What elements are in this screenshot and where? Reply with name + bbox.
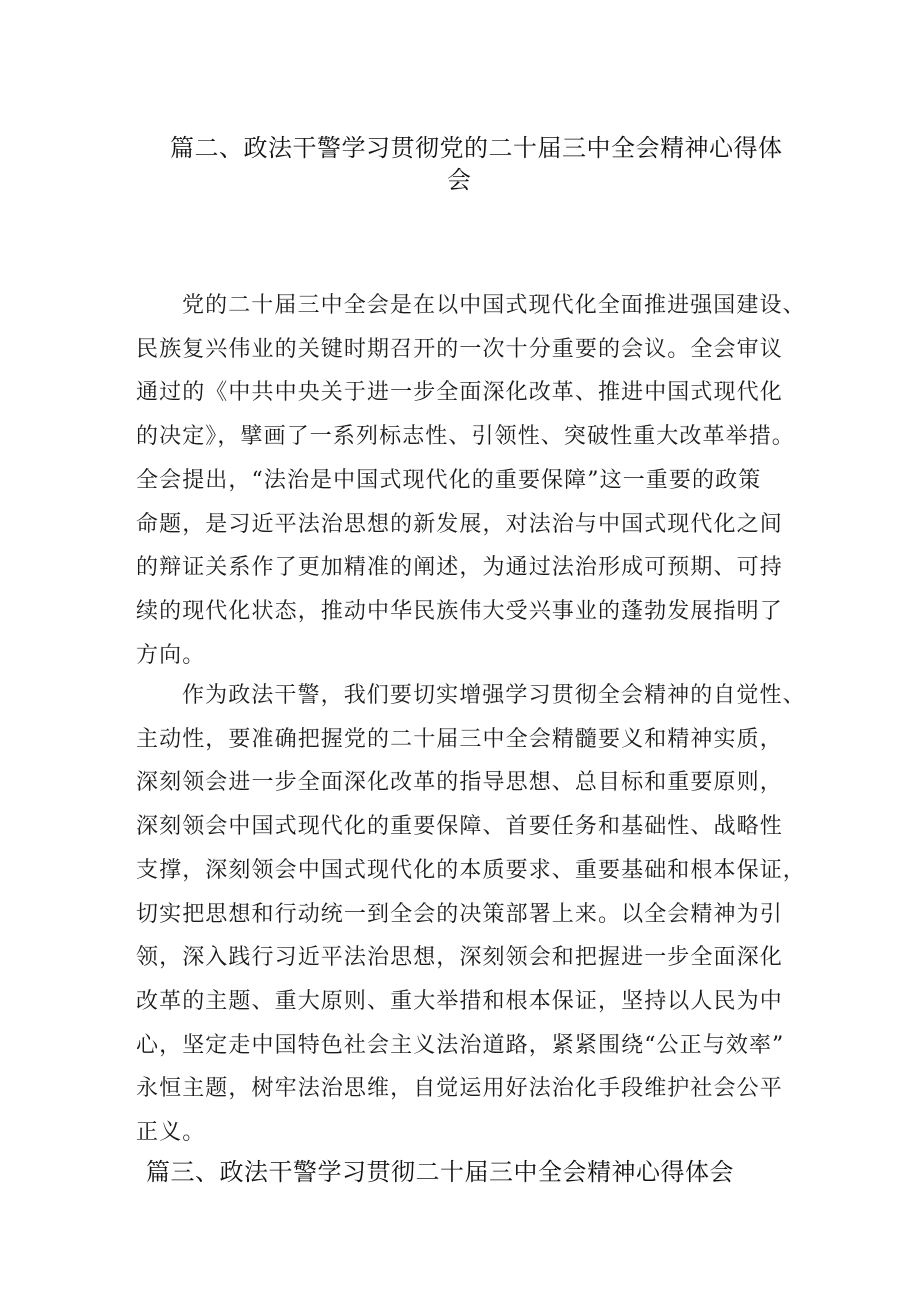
paragraph-line: 心，坚定走中国特色社会主义法治道路，紧紧围绕“公正与效率” — [136, 1032, 785, 1058]
paragraph-line: 的决定》，擘画了一系列标志性、引领性、突破性重大改革举措。 — [136, 424, 795, 450]
paragraph-line: 作为政法干警，我们要切实增强学习贯彻全会精神的自觉性、 — [182, 683, 806, 708]
paragraph-line: 支撑，深刻领会中国式现代化的本质要求、重要基础和根本保证， — [136, 857, 806, 883]
section-2-title-line-1: 篇二、政法干警学习贯彻党的二十届三中全会精神心得体 — [170, 134, 783, 162]
paragraph-line: 正义。 — [136, 1120, 206, 1146]
paragraph-line: 切实把思想和行动统一到全会的决策部署上来。以全会精神为引 — [136, 901, 783, 927]
paragraph-line: 主动性，要准确把握党的二十届三中全会精髓要义和精神实质， — [136, 726, 783, 752]
paragraph-line: 方向。 — [136, 642, 206, 668]
paragraph-line: 通过的《中共中央关于进一步全面深化改革、推进中国式现代化 — [136, 380, 783, 406]
paragraph-line: 命题，是习近平法治思想的新发展，对法治与中国式现代化之间 — [136, 511, 783, 537]
paragraph-line: 领，深入践行习近平法治思想，深刻领会和把握进一步全面深化 — [136, 945, 783, 971]
paragraph-line: 深刻领会中国式现代化的重要保障、首要任务和基础性、战略性 — [136, 814, 783, 840]
section-3-title: 篇三、政法干警学习贯彻二十届三中全会精神心得体会 — [146, 1158, 734, 1186]
paragraph-line: 全会提出，“法治是中国式现代化的重要保障”这一重要的政策 — [136, 467, 762, 493]
paragraph-line: 的辩证关系作了更加精准的阐述，为通过法治形成可预期、可持 — [136, 555, 783, 581]
paragraph-1 — [136, 284, 806, 677]
paragraph-line: 续的现代化状态，推动中华民族伟大受兴事业的蓬勃发展指明了 — [136, 598, 783, 624]
paragraph-line: 民族复兴伟业的关键时期召开的一次十分重要的会议。全会审议 — [136, 336, 783, 362]
paragraph-line: 深刻领会进一步全面深化改革的指导思想、总目标和重要原则， — [136, 770, 783, 796]
paragraph-line: 党的二十届三中全会是在以中国式现代化全面推进强国建设、 — [182, 293, 806, 318]
paragraph-2 — [136, 674, 806, 1155]
paragraph-line: 改革的主题、重大原则、重大举措和根本保证，坚持以人民为中 — [136, 988, 783, 1014]
paragraph-line: 永恒主题，树牢法治思维，自觉运用好法治化手段维护社会公平 — [136, 1076, 783, 1102]
section-2-title-line-2: 会 — [447, 166, 472, 194]
